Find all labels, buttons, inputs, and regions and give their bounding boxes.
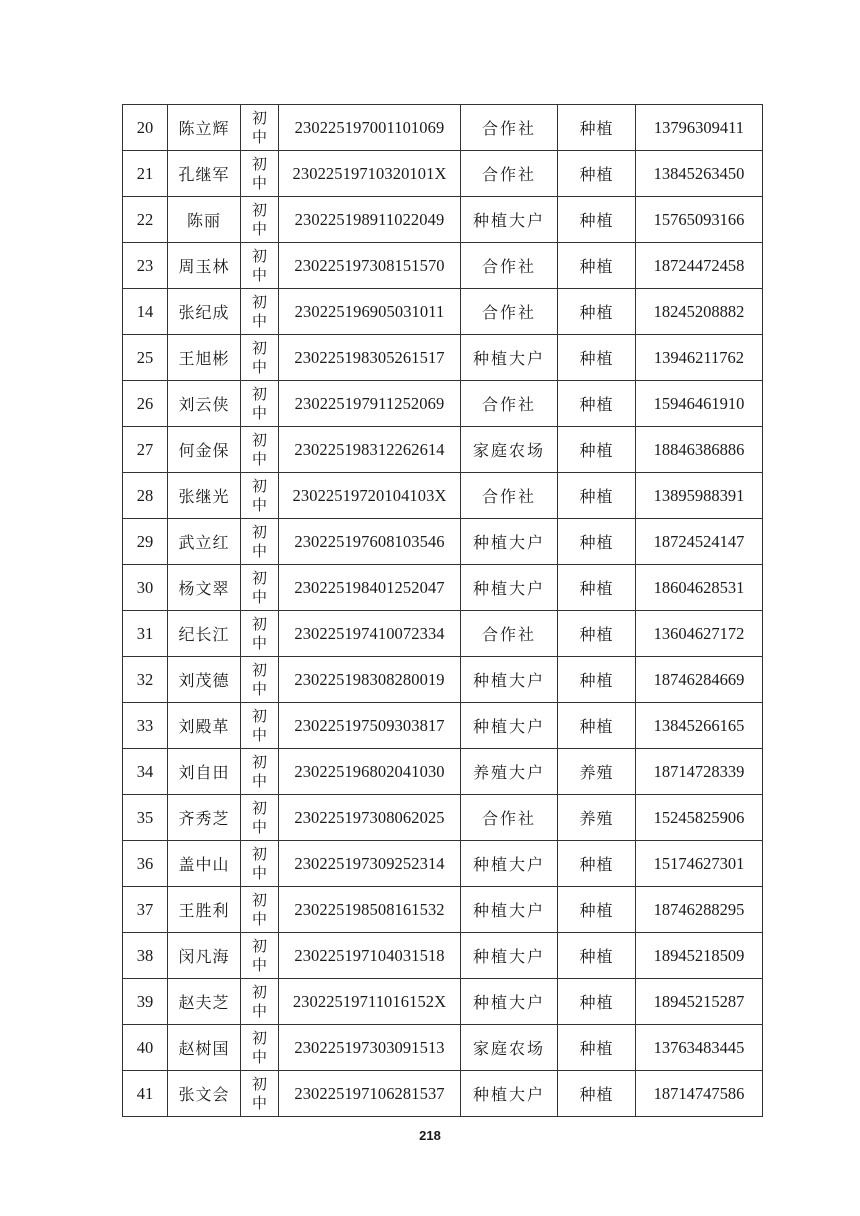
id-number-cell: 23022519711016152X: [279, 979, 461, 1025]
industry-cell: 种植: [558, 289, 636, 335]
table-row: [123, 979, 763, 1025]
name-cell: 孔继军: [168, 151, 241, 197]
row-number-cell: 28: [123, 473, 168, 519]
name-cell: 周玉林: [168, 243, 241, 289]
row-number-cell: 35: [123, 795, 168, 841]
industry-cell: 种植: [558, 519, 636, 565]
name-cell: 纪长江: [168, 611, 241, 657]
education-char: 中: [251, 587, 267, 606]
row-number-cell: 39: [123, 979, 168, 1025]
business-type-cell: 种植大户: [461, 933, 558, 979]
education-char: 中: [251, 863, 267, 882]
education-cell: [241, 381, 279, 427]
phone-cell: 13604627172: [636, 611, 763, 657]
phone-cell: 13763483445: [636, 1025, 763, 1071]
education-char: 中: [251, 909, 267, 928]
education-char: 初: [251, 430, 267, 449]
education-cell: [241, 1071, 279, 1117]
education-char: 中: [251, 495, 267, 514]
id-number-cell: 230225196905031011: [279, 289, 461, 335]
name-cell: 王旭彬: [168, 335, 241, 381]
phone-cell: 13845263450: [636, 151, 763, 197]
business-type-cell: 种植大户: [461, 657, 558, 703]
phone-cell: 18724472458: [636, 243, 763, 289]
education-char: 中: [251, 1093, 267, 1112]
education-char: 中: [251, 817, 267, 836]
industry-cell: 种植: [558, 611, 636, 657]
education-cell: [241, 335, 279, 381]
phone-cell: 13796309411: [636, 105, 763, 151]
id-number-cell: 230225197309252314: [279, 841, 461, 887]
education-char: 初: [251, 246, 267, 265]
education-cell: [241, 243, 279, 289]
phone-cell: 18245208882: [636, 289, 763, 335]
education-char: 中: [251, 679, 267, 698]
education-char: 中: [251, 357, 267, 376]
row-number-cell: 31: [123, 611, 168, 657]
id-number-cell: 230225197104031518: [279, 933, 461, 979]
row-number-cell: 21: [123, 151, 168, 197]
phone-cell: 18714728339: [636, 749, 763, 795]
table-row: [123, 1025, 763, 1071]
business-type-cell: 合作社: [461, 795, 558, 841]
industry-cell: 种植: [558, 979, 636, 1025]
row-number-cell: 26: [123, 381, 168, 427]
education-char: 初: [251, 108, 267, 127]
row-number-cell: 34: [123, 749, 168, 795]
row-number-cell: 40: [123, 1025, 168, 1071]
row-number-cell: 38: [123, 933, 168, 979]
table-row: [123, 611, 763, 657]
education-char: 中: [251, 265, 267, 284]
business-type-cell: 种植大户: [461, 703, 558, 749]
education-cell: [241, 151, 279, 197]
education-cell: [241, 519, 279, 565]
education-char: 初: [251, 200, 267, 219]
industry-cell: 种植: [558, 427, 636, 473]
table-body: [123, 105, 763, 1117]
row-number-cell: 27: [123, 427, 168, 473]
education-char: 中: [251, 173, 267, 192]
table-row: [123, 151, 763, 197]
education-char: 初: [251, 522, 267, 541]
business-type-cell: 种植大户: [461, 841, 558, 887]
id-number-cell: 230225197308151570: [279, 243, 461, 289]
education-char: 中: [251, 771, 267, 790]
id-number-cell: 230225197608103546: [279, 519, 461, 565]
industry-cell: 养殖: [558, 795, 636, 841]
education-char: 初: [251, 844, 267, 863]
business-type-cell: 种植大户: [461, 887, 558, 933]
name-cell: 陈立辉: [168, 105, 241, 151]
industry-cell: 种植: [558, 381, 636, 427]
industry-cell: 种植: [558, 197, 636, 243]
business-type-cell: 合作社: [461, 381, 558, 427]
education-char: 中: [251, 403, 267, 422]
row-number-cell: 14: [123, 289, 168, 335]
row-number-cell: 33: [123, 703, 168, 749]
education-char: 中: [251, 1001, 267, 1020]
id-number-cell: 230225196802041030: [279, 749, 461, 795]
phone-cell: 15946461910: [636, 381, 763, 427]
row-number-cell: 32: [123, 657, 168, 703]
education-char: 初: [251, 890, 267, 909]
table-row: [123, 657, 763, 703]
table-row: [123, 1071, 763, 1117]
business-type-cell: 合作社: [461, 611, 558, 657]
table-row: [123, 795, 763, 841]
table-row: [123, 749, 763, 795]
education-char: 中: [251, 311, 267, 330]
education-cell: [241, 657, 279, 703]
id-number-cell: 230225198308280019: [279, 657, 461, 703]
education-cell: [241, 473, 279, 519]
row-number-cell: 30: [123, 565, 168, 611]
row-number-cell: 36: [123, 841, 168, 887]
table-row: [123, 703, 763, 749]
business-type-cell: 合作社: [461, 473, 558, 519]
phone-cell: 13946211762: [636, 335, 763, 381]
industry-cell: 种植: [558, 933, 636, 979]
business-type-cell: 种植大户: [461, 1071, 558, 1117]
business-type-cell: 合作社: [461, 105, 558, 151]
name-cell: 齐秀芝: [168, 795, 241, 841]
education-char: 初: [251, 384, 267, 403]
industry-cell: 种植: [558, 243, 636, 289]
education-char: 初: [251, 706, 267, 725]
id-number-cell: 230225198508161532: [279, 887, 461, 933]
education-char: 初: [251, 752, 267, 771]
education-char: 初: [251, 338, 267, 357]
name-cell: 刘自田: [168, 749, 241, 795]
phone-cell: 15765093166: [636, 197, 763, 243]
row-number-cell: 37: [123, 887, 168, 933]
industry-cell: 养殖: [558, 749, 636, 795]
education-char: 初: [251, 476, 267, 495]
industry-cell: 种植: [558, 657, 636, 703]
phone-cell: 18945215287: [636, 979, 763, 1025]
education-char: 初: [251, 568, 267, 587]
table-row: [123, 933, 763, 979]
id-number-cell: 230225198401252047: [279, 565, 461, 611]
phone-cell: 18846386886: [636, 427, 763, 473]
table-row: [123, 427, 763, 473]
name-cell: 杨文翠: [168, 565, 241, 611]
table-row: [123, 243, 763, 289]
industry-cell: 种植: [558, 565, 636, 611]
education-cell: [241, 703, 279, 749]
id-number-cell: 23022519720104103X: [279, 473, 461, 519]
name-cell: 张继光: [168, 473, 241, 519]
id-number-cell: 230225197106281537: [279, 1071, 461, 1117]
industry-cell: 种植: [558, 473, 636, 519]
table-row: [123, 381, 763, 427]
table-row: [123, 105, 763, 151]
table-row: [123, 565, 763, 611]
id-number-cell: 230225198911022049: [279, 197, 461, 243]
business-type-cell: 合作社: [461, 243, 558, 289]
id-number-cell: 230225197001101069: [279, 105, 461, 151]
education-cell: [241, 427, 279, 473]
table-row: [123, 887, 763, 933]
education-char: 中: [251, 449, 267, 468]
row-number-cell: 29: [123, 519, 168, 565]
id-number-cell: 23022519710320101X: [279, 151, 461, 197]
education-cell: [241, 749, 279, 795]
business-type-cell: 种植大户: [461, 565, 558, 611]
phone-cell: 18604628531: [636, 565, 763, 611]
id-number-cell: 230225197509303817: [279, 703, 461, 749]
table-row: [123, 473, 763, 519]
education-char: 初: [251, 798, 267, 817]
table-row: [123, 841, 763, 887]
business-type-cell: 种植大户: [461, 335, 558, 381]
education-char: 初: [251, 1028, 267, 1047]
phone-cell: 18724524147: [636, 519, 763, 565]
row-number-cell: 23: [123, 243, 168, 289]
name-cell: 何金保: [168, 427, 241, 473]
table-row: [123, 335, 763, 381]
education-cell: [241, 795, 279, 841]
page-number: 218: [419, 1128, 441, 1143]
industry-cell: 种植: [558, 703, 636, 749]
phone-cell: 13845266165: [636, 703, 763, 749]
name-cell: 盖中山: [168, 841, 241, 887]
business-type-cell: 种植大户: [461, 519, 558, 565]
education-char: 初: [251, 292, 267, 311]
education-cell: [241, 841, 279, 887]
table-row: [123, 519, 763, 565]
business-type-cell: 合作社: [461, 289, 558, 335]
business-type-cell: 种植大户: [461, 979, 558, 1025]
phone-cell: 18714747586: [636, 1071, 763, 1117]
education-cell: [241, 887, 279, 933]
id-number-cell: 230225197308062025: [279, 795, 461, 841]
education-char: 初: [251, 936, 267, 955]
education-cell: [241, 565, 279, 611]
education-char: 中: [251, 725, 267, 744]
education-cell: [241, 611, 279, 657]
name-cell: 张纪成: [168, 289, 241, 335]
education-char: 初: [251, 1074, 267, 1093]
phone-cell: 18945218509: [636, 933, 763, 979]
name-cell: 赵树国: [168, 1025, 241, 1071]
education-cell: [241, 1025, 279, 1071]
education-char: 中: [251, 127, 267, 146]
education-cell: [241, 197, 279, 243]
row-number-cell: 25: [123, 335, 168, 381]
education-char: 中: [251, 219, 267, 238]
phone-cell: 15174627301: [636, 841, 763, 887]
industry-cell: 种植: [558, 841, 636, 887]
industry-cell: 种植: [558, 335, 636, 381]
phone-cell: 15245825906: [636, 795, 763, 841]
name-cell: 刘殿革: [168, 703, 241, 749]
name-cell: 刘云侠: [168, 381, 241, 427]
education-cell: [241, 979, 279, 1025]
education-cell: [241, 933, 279, 979]
education-char: 初: [251, 982, 267, 1001]
industry-cell: 种植: [558, 1071, 636, 1117]
table-row: [123, 289, 763, 335]
phone-cell: 18746284669: [636, 657, 763, 703]
industry-cell: 种植: [558, 887, 636, 933]
education-cell: [241, 289, 279, 335]
business-type-cell: 家庭农场: [461, 1025, 558, 1071]
business-type-cell: 家庭农场: [461, 427, 558, 473]
name-cell: 张文会: [168, 1071, 241, 1117]
industry-cell: 种植: [558, 151, 636, 197]
id-number-cell: 230225198305261517: [279, 335, 461, 381]
phone-cell: 13895988391: [636, 473, 763, 519]
education-char: 初: [251, 614, 267, 633]
name-cell: 王胜利: [168, 887, 241, 933]
education-char: 初: [251, 660, 267, 679]
phone-cell: 18746288295: [636, 887, 763, 933]
industry-cell: 种植: [558, 1025, 636, 1071]
business-type-cell: 合作社: [461, 151, 558, 197]
education-char: 中: [251, 633, 267, 652]
table-row: [123, 197, 763, 243]
id-number-cell: 230225197303091513: [279, 1025, 461, 1071]
education-cell: [241, 105, 279, 151]
education-char: 中: [251, 955, 267, 974]
industry-cell: 种植: [558, 105, 636, 151]
row-number-cell: 41: [123, 1071, 168, 1117]
row-number-cell: 22: [123, 197, 168, 243]
name-cell: 闵凡海: [168, 933, 241, 979]
education-char: 中: [251, 1047, 267, 1066]
id-number-cell: 230225198312262614: [279, 427, 461, 473]
row-number-cell: 20: [123, 105, 168, 151]
business-type-cell: 养殖大户: [461, 749, 558, 795]
name-cell: 赵夫芝: [168, 979, 241, 1025]
id-number-cell: 230225197911252069: [279, 381, 461, 427]
name-cell: 陈丽: [168, 197, 241, 243]
education-char: 中: [251, 541, 267, 560]
id-number-cell: 230225197410072334: [279, 611, 461, 657]
name-cell: 刘茂德: [168, 657, 241, 703]
education-char: 初: [251, 154, 267, 173]
business-type-cell: 种植大户: [461, 197, 558, 243]
participant-table: [122, 104, 763, 1117]
name-cell: 武立红: [168, 519, 241, 565]
